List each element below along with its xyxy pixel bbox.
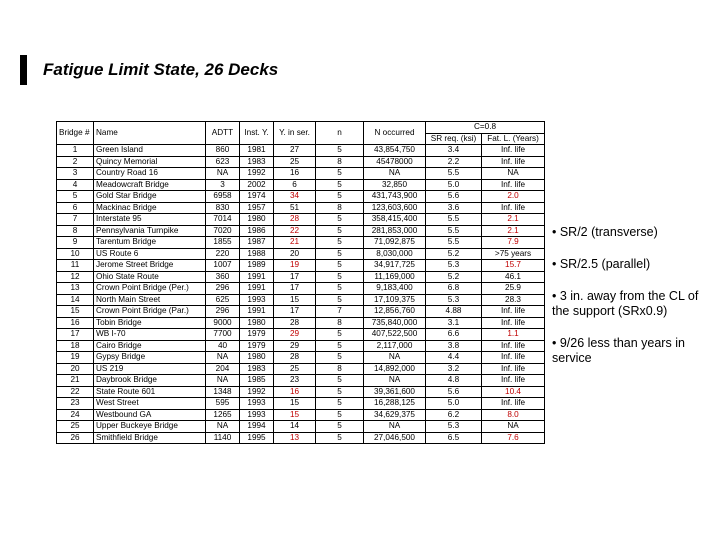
cell-install-year: 2002 [240,179,274,191]
cell-install-year: 1989 [240,260,274,272]
table-row [57,202,545,214]
cell-n: 8 [316,317,364,329]
cell-sr-required: 5.6 [426,191,482,203]
cell-sr-required: 3.1 [426,317,482,329]
cell-install-year: 1993 [240,294,274,306]
cell-n: 5 [316,237,364,249]
table-row [57,260,545,272]
cell-fatigue-life: Inf. life [482,179,545,191]
cell-adtt: 623 [206,156,240,168]
cell-name: Green Island [94,145,206,157]
cell-bridge-number: 15 [57,306,94,318]
cell-name: Cairo Bridge [94,340,206,352]
header-n-occurred: N occurred [364,122,426,145]
cell-years-in-service: 16 [274,386,316,398]
cell-n: 5 [316,409,364,421]
cell-name: Westbound GA [94,409,206,421]
cell-n: 5 [316,340,364,352]
cell-install-year: 1988 [240,248,274,260]
cell-fatigue-life: 7.9 [482,237,545,249]
table-row [57,191,545,203]
cell-n: 8 [316,363,364,375]
cell-years-in-service: 28 [274,352,316,364]
table-row [57,283,545,295]
cell-adtt: 6958 [206,191,240,203]
cell-n-occurred: 123,603,600 [364,202,426,214]
cell-sr-required: 3.4 [426,145,482,157]
table-row [57,409,545,421]
cell-n: 5 [316,248,364,260]
cell-name: Daybrook Bridge [94,375,206,387]
table-row [57,352,545,364]
cell-install-year: 1981 [240,145,274,157]
cell-adtt: 1007 [206,260,240,272]
cell-sr-required: 5.0 [426,179,482,191]
cell-sr-required: 5.6 [426,386,482,398]
cell-fatigue-life: 25.9 [482,283,545,295]
cell-n-occurred: 12,856,760 [364,306,426,318]
cell-fatigue-life: 15.7 [482,260,545,272]
cell-adtt: 860 [206,145,240,157]
cell-n: 5 [316,398,364,410]
cell-bridge-number: 12 [57,271,94,283]
cell-name: Meadowcraft Bridge [94,179,206,191]
cell-fatigue-life: 2.0 [482,191,545,203]
cell-name: Gold Star Bridge [94,191,206,203]
cell-bridge-number: 11 [57,260,94,272]
header-bridge-number: Bridge # [57,122,94,145]
cell-adtt: 7014 [206,214,240,226]
cell-fatigue-life: 7.6 [482,432,545,444]
cell-n-occurred: 11,169,000 [364,271,426,283]
cell-fatigue-life: Inf. life [482,340,545,352]
cell-fatigue-life: Inf. life [482,202,545,214]
header-name: Name [94,122,206,145]
cell-bridge-number: 13 [57,283,94,295]
cell-n-occurred: 32,850 [364,179,426,191]
cell-years-in-service: 28 [274,214,316,226]
header-sr-required: SR req. (ksi) [426,133,482,145]
cell-years-in-service: 17 [274,306,316,318]
cell-name: Interstate 95 [94,214,206,226]
cell-name: Crown Point Bridge (Par.) [94,306,206,318]
cell-n: 7 [316,306,364,318]
cell-n-occurred: NA [364,421,426,433]
cell-adtt: 3 [206,179,240,191]
cell-name: Tarentum Bridge [94,237,206,249]
table-row [57,340,545,352]
cell-bridge-number: 18 [57,340,94,352]
cell-fatigue-life: 10.4 [482,386,545,398]
cell-sr-required: 5.3 [426,260,482,272]
note-service-years: • 9/26 less than years in service [552,336,685,365]
cell-adtt: 1140 [206,432,240,444]
cell-name: Upper Buckeye Bridge [94,421,206,433]
cell-bridge-number: 25 [57,421,94,433]
table-body [57,145,545,444]
cell-sr-required: 3.8 [426,340,482,352]
cell-name: Smithfield Bridge [94,432,206,444]
cell-bridge-number: 17 [57,329,94,341]
cell-years-in-service: 21 [274,237,316,249]
cell-sr-required: 5.5 [426,214,482,226]
cell-sr-required: 4.4 [426,352,482,364]
cell-n: 5 [316,225,364,237]
cell-n: 5 [316,421,364,433]
cell-install-year: 1992 [240,386,274,398]
cell-n: 5 [316,191,364,203]
cell-years-in-service: 51 [274,202,316,214]
cell-fatigue-life: 1.1 [482,329,545,341]
cell-install-year: 1979 [240,340,274,352]
cell-install-year: 1991 [240,283,274,295]
cell-bridge-number: 4 [57,179,94,191]
cell-years-in-service: 6 [274,179,316,191]
table-row [57,421,545,433]
cell-adtt: 1855 [206,237,240,249]
cell-years-in-service: 34 [274,191,316,203]
cell-n: 5 [316,271,364,283]
cell-bridge-number: 8 [57,225,94,237]
table-row [57,214,545,226]
cell-fatigue-life: Inf. life [482,375,545,387]
cell-sr-required: 5.2 [426,248,482,260]
cell-n-occurred: 34,629,375 [364,409,426,421]
cell-name: US Route 6 [94,248,206,260]
cell-years-in-service: 23 [274,375,316,387]
cell-fatigue-life: 8.0 [482,409,545,421]
cell-n: 5 [316,294,364,306]
cell-name: North Main Street [94,294,206,306]
cell-n-occurred: 16,288,125 [364,398,426,410]
cell-n-occurred: 281,853,000 [364,225,426,237]
cell-name: Tobin Bridge [94,317,206,329]
cell-fatigue-life: 2.1 [482,225,545,237]
cell-install-year: 1987 [240,237,274,249]
cell-years-in-service: 19 [274,260,316,272]
table-row [57,271,545,283]
table-row [57,432,545,444]
header-fatigue-life: Fat. L. (Years) [482,133,545,145]
cell-fatigue-life: 2.1 [482,214,545,226]
cell-adtt: NA [206,168,240,180]
cell-bridge-number: 3 [57,168,94,180]
cell-sr-required: 5.5 [426,168,482,180]
note-parallel: • SR/2.5 (parallel) [552,257,651,271]
cell-n: 5 [316,375,364,387]
cell-n-occurred: 14,892,000 [364,363,426,375]
cell-years-in-service: 25 [274,363,316,375]
cell-fatigue-life: Inf. life [482,352,545,364]
cell-years-in-service: 15 [274,294,316,306]
cell-sr-required: 5.3 [426,421,482,433]
cell-install-year: 1985 [240,375,274,387]
cell-n-occurred: 71,092,875 [364,237,426,249]
cell-n-occurred: NA [364,352,426,364]
cell-sr-required: 4.88 [426,306,482,318]
cell-n: 5 [316,214,364,226]
cell-name: Quincy Memorial [94,156,206,168]
table-row [57,294,545,306]
table-group-header-row [57,122,545,134]
cell-adtt: 9000 [206,317,240,329]
cell-install-year: 1991 [240,271,274,283]
header-adtt: ADTT [206,122,240,145]
cell-years-in-service: 25 [274,156,316,168]
cell-name: State Route 601 [94,386,206,398]
cell-install-year: 1991 [240,306,274,318]
cell-n-occurred: 34,917,725 [364,260,426,272]
cell-sr-required: 6.6 [426,329,482,341]
cell-install-year: 1993 [240,409,274,421]
cell-install-year: 1992 [240,168,274,180]
cell-n-occurred: 27,046,500 [364,432,426,444]
cell-n-occurred: 431,743,900 [364,191,426,203]
cell-adtt: 296 [206,306,240,318]
cell-bridge-number: 21 [57,375,94,387]
cell-years-in-service: 13 [274,432,316,444]
cell-adtt: 595 [206,398,240,410]
header-n: n [316,122,364,145]
cell-years-in-service: 20 [274,248,316,260]
cell-fatigue-life: Inf. life [482,306,545,318]
table-row [57,156,545,168]
cell-install-year: 1980 [240,317,274,329]
cell-bridge-number: 20 [57,363,94,375]
cell-adtt: 204 [206,363,240,375]
cell-years-in-service: 29 [274,340,316,352]
cell-fatigue-life: Inf. life [482,156,545,168]
table-row [57,225,545,237]
cell-bridge-number: 6 [57,202,94,214]
cell-n-occurred: 358,415,400 [364,214,426,226]
cell-bridge-number: 5 [57,191,94,203]
cell-fatigue-life: 28.3 [482,294,545,306]
cell-bridge-number: 16 [57,317,94,329]
cell-years-in-service: 17 [274,271,316,283]
table-row [57,398,545,410]
cell-install-year: 1974 [240,191,274,203]
cell-n-occurred: 2,117,000 [364,340,426,352]
header-install-year: Inst. Y. [240,122,274,145]
cell-adtt: NA [206,375,240,387]
cell-n-occurred: NA [364,168,426,180]
cell-fatigue-life: >75 years [482,248,545,260]
cell-name: Jerome Street Bridge [94,260,206,272]
cell-fatigue-life: Inf. life [482,398,545,410]
cell-years-in-service: 17 [274,283,316,295]
cell-fatigue-life: Inf. life [482,317,545,329]
cell-years-in-service: 28 [274,317,316,329]
cell-n-occurred: 735,840,000 [364,317,426,329]
cell-sr-required: 6.8 [426,283,482,295]
table-row [57,168,545,180]
cell-adtt: 360 [206,271,240,283]
cell-name: Ohio State Route [94,271,206,283]
cell-name: Pennsylvania Turnpike [94,225,206,237]
cell-fatigue-life: Inf. life [482,145,545,157]
cell-n: 5 [316,386,364,398]
cell-n: 5 [316,179,364,191]
title-accent-bar [20,55,27,85]
cell-years-in-service: 29 [274,329,316,341]
cell-n: 5 [316,352,364,364]
cell-n-occurred: 9,183,400 [364,283,426,295]
cell-n-occurred: 45478000 [364,156,426,168]
cell-install-year: 1980 [240,214,274,226]
cell-sr-required: 5.0 [426,398,482,410]
cell-bridge-number: 10 [57,248,94,260]
cell-name: Crown Point Bridge (Per.) [94,283,206,295]
cell-install-year: 1983 [240,156,274,168]
cell-sr-required: 2.2 [426,156,482,168]
table-row [57,375,545,387]
cell-bridge-number: 26 [57,432,94,444]
table-row [57,248,545,260]
cell-install-year: 1980 [240,352,274,364]
cell-adtt: NA [206,421,240,433]
cell-install-year: 1986 [240,225,274,237]
cell-n: 5 [316,283,364,295]
cell-sr-required: 6.2 [426,409,482,421]
cell-name: US 219 [94,363,206,375]
table-row [57,145,545,157]
cell-adtt: NA [206,352,240,364]
cell-adtt: 830 [206,202,240,214]
cell-adtt: 296 [206,283,240,295]
cell-install-year: 1994 [240,421,274,433]
cell-n-occurred: 43,854,750 [364,145,426,157]
cell-adtt: 1348 [206,386,240,398]
cell-years-in-service: 14 [274,421,316,433]
cell-n: 5 [316,145,364,157]
table-row [57,329,545,341]
cell-sr-required: 3.6 [426,202,482,214]
cell-fatigue-life: NA [482,421,545,433]
cell-years-in-service: 15 [274,409,316,421]
table-row [57,179,545,191]
cell-n: 5 [316,329,364,341]
note-transverse: • SR/2 (transverse) [552,225,658,239]
cell-n-occurred: NA [364,375,426,387]
cell-adtt: 40 [206,340,240,352]
cell-years-in-service: 16 [274,168,316,180]
cell-n-occurred: 407,522,500 [364,329,426,341]
cell-adtt: 625 [206,294,240,306]
cell-years-in-service: 22 [274,225,316,237]
cell-install-year: 1995 [240,432,274,444]
cell-sr-required: 5.3 [426,294,482,306]
cell-adtt: 220 [206,248,240,260]
table-row [57,317,545,329]
cell-n-occurred: 39,361,600 [364,386,426,398]
cell-bridge-number: 23 [57,398,94,410]
cell-bridge-number: 22 [57,386,94,398]
cell-sr-required: 5.2 [426,271,482,283]
cell-n: 5 [316,168,364,180]
cell-bridge-number: 19 [57,352,94,364]
header-c-group: C=0.8 [426,122,545,134]
cell-name: WB I-70 [94,329,206,341]
cell-fatigue-life: 46.1 [482,271,545,283]
cell-sr-required: 3.2 [426,363,482,375]
cell-sr-required: 5.5 [426,225,482,237]
cell-n: 8 [316,156,364,168]
cell-name: Mackinac Bridge [94,202,206,214]
cell-years-in-service: 27 [274,145,316,157]
cell-name: Country Road 16 [94,168,206,180]
cell-sr-required: 6.5 [426,432,482,444]
cell-sr-required: 5.5 [426,237,482,249]
cell-bridge-number: 7 [57,214,94,226]
bridge-decks-table [56,121,545,444]
cell-bridge-number: 2 [57,156,94,168]
table-row [57,306,545,318]
cell-name: West Street [94,398,206,410]
table-row [57,237,545,249]
cell-bridge-number: 14 [57,294,94,306]
cell-years-in-service: 15 [274,398,316,410]
cell-install-year: 1979 [240,329,274,341]
cell-bridge-number: 24 [57,409,94,421]
cell-install-year: 1983 [240,363,274,375]
cell-n: 5 [316,260,364,272]
cell-n: 8 [316,202,364,214]
notes-list [552,225,717,383]
cell-bridge-number: 1 [57,145,94,157]
cell-n-occurred: 17,109,375 [364,294,426,306]
cell-fatigue-life: Inf. life [482,363,545,375]
cell-adtt: 7020 [206,225,240,237]
table-row [57,386,545,398]
slide-title: Fatigue Limit State, 26 Decks [43,60,279,79]
cell-bridge-number: 9 [57,237,94,249]
note-support-distance: • 3 in. away from the CL of the support (SRx0.9) [552,289,699,318]
cell-n-occurred: 8,030,000 [364,248,426,260]
cell-install-year: 1957 [240,202,274,214]
cell-install-year: 1993 [240,398,274,410]
cell-adtt: 7700 [206,329,240,341]
cell-adtt: 1265 [206,409,240,421]
cell-n: 5 [316,432,364,444]
cell-name: Gypsy Bridge [94,352,206,364]
table-row [57,363,545,375]
header-years-in-service: Y. in ser. [274,122,316,145]
cell-fatigue-life: NA [482,168,545,180]
cell-sr-required: 4.8 [426,375,482,387]
